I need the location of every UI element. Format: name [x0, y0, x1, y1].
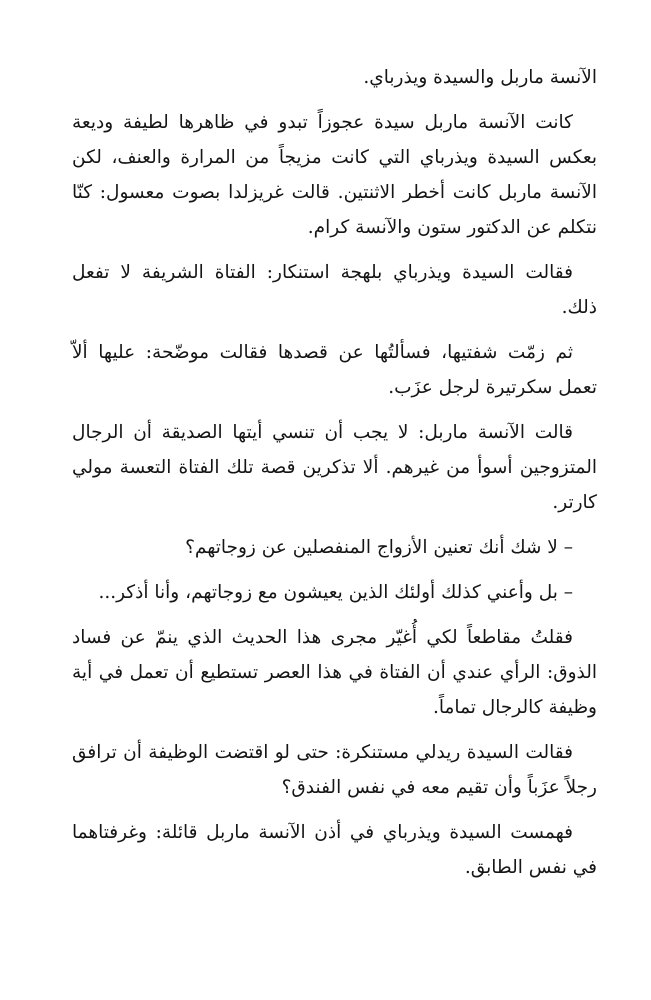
paragraph: فهمست السيدة ويذرباي في أذن الآنسة ماربل قائلة: وغرفتاهما في نفس الطابق.: [72, 822, 597, 878]
dialogue-line: – بل وأعني كذلك أولئك الذين يعيشون مع زوجاتهم، وأنا أذكر...: [98, 582, 573, 603]
page-text: [72, 60, 597, 895]
paragraph: قالت الآنسة ماربل: لا يجب أن تنسي أيتها الصديقة أن الرجال المتزوجين أسوأ من غيرهم. ألا تذكرين قصة تلك الفتاة التعسة مولي كارتر.: [72, 422, 597, 513]
paragraph: فقالت السيدة ريدلي مستنكرة: حتى لو اقتضت الوظيفة أن ترافق رجلاً عزَباً وأن تقيم معه في نفس الفندق؟: [72, 742, 597, 798]
paragraph: الآنسة ماربل والسيدة ويذرباي.: [363, 67, 597, 88]
paragraph: فقالت السيدة ويذرباي بلهجة استنكار: الفتاة الشريفة لا تفعل ذلك.: [72, 262, 597, 318]
paragraph: كانت الآنسة ماربل سيدة عجوزاً تبدو في ظاهرها لطيفة وديعة بعكس السيدة ويذرباي التي كانت مزيجاً من المرارة والعنف، لكن الآنسة ماربل كانت أخطر الاثنتين. قالت غريزلدا بصوت معسول: كنّا نتكلم عن الدكتور ستون والآنسة كرام.: [72, 112, 597, 238]
paragraph: ثم زمّت شفتيها، فسألتُها عن قصدها فقالت موضّحة: عليها ألاّ تعمل سكرتيرة لرجل عزَب.: [72, 342, 597, 398]
dialogue-line: – لا شك أنك تعنين الأزواج المنفصلين عن زوجاتهم؟: [185, 537, 573, 558]
paragraph: فقلتُ مقاطعاً لكي أُغيّر مجرى هذا الحديث الذي ينمّ عن فساد الذوق: الرأي عندي أن الفتاة في هذا العصر تستطيع أن تعمل في أية وظيفة كالرجال تماماً.: [72, 627, 597, 718]
